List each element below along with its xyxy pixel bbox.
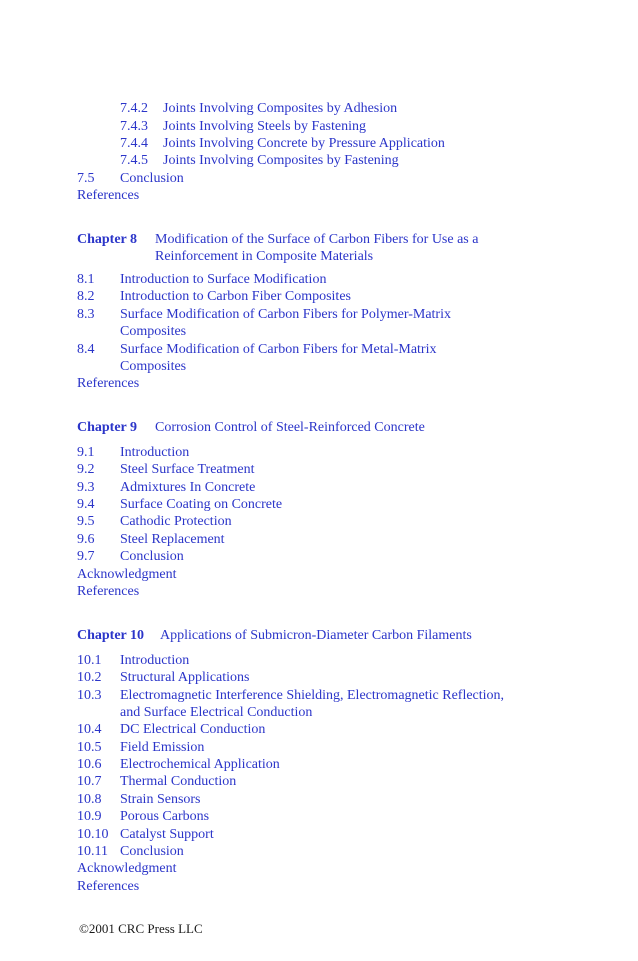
chapter-label: Chapter 10	[77, 628, 145, 643]
section-number: 10.5	[77, 740, 102, 755]
section-number: 7.4.5	[120, 153, 148, 168]
section-number: 9.2	[77, 462, 95, 477]
section-title-cont: Composites	[120, 359, 187, 374]
section-number: 8.3	[77, 307, 95, 322]
acknowledgment-link: Acknowledgment	[77, 567, 177, 582]
section-title: Conclusion	[120, 844, 184, 859]
toc-entry-10-6[interactable]	[0, 756, 638, 773]
chapter-8-heading[interactable]	[0, 231, 638, 248]
section-number: 7.4.3	[120, 119, 148, 134]
toc-entry-10-1[interactable]	[0, 652, 638, 669]
section-number: 10.9	[77, 809, 102, 824]
section-title: Structural Applications	[120, 670, 250, 685]
section-number: 9.5	[77, 514, 95, 529]
toc-entry-10-4[interactable]	[0, 721, 638, 738]
section-title: Introduction	[120, 653, 190, 668]
section-number: 10.2	[77, 670, 102, 685]
section-number: 9.1	[77, 445, 95, 460]
toc-entry-9-2[interactable]	[0, 461, 638, 478]
toc-entry-10-5[interactable]	[0, 739, 638, 756]
section-title: Catalyst Support	[120, 827, 214, 842]
toc-entry-9-4[interactable]	[0, 496, 638, 513]
toc-entry-10-7[interactable]	[0, 773, 638, 790]
toc-entry-8-3[interactable]	[0, 306, 638, 323]
section-title: DC Electrical Conduction	[120, 722, 266, 737]
section-title: Introduction to Surface Modification	[120, 272, 327, 287]
section-title-cont: and Surface Electrical Conduction	[120, 705, 313, 720]
section-title: Steel Surface Treatment	[120, 462, 255, 477]
chapter-10-heading[interactable]	[0, 627, 638, 644]
section-number: 10.6	[77, 757, 102, 772]
toc-entry-10-3[interactable]	[0, 687, 638, 704]
toc-entry-10-10[interactable]	[0, 826, 638, 843]
references-link: References	[77, 879, 140, 894]
section-number: 10.4	[77, 722, 102, 737]
toc-entry-references-ch10[interactable]	[0, 878, 638, 895]
toc-entry-7-4-2[interactable]	[0, 100, 638, 117]
section-title: Joints Involving Steels by Fastening	[163, 119, 366, 134]
section-title: Electromagnetic Interference Shielding, Electromagnetic Reflection,	[120, 688, 505, 703]
toc-entry-9-5[interactable]	[0, 513, 638, 530]
section-title: Conclusion	[120, 549, 184, 564]
toc-entry-10-2[interactable]	[0, 669, 638, 686]
chapter-9-heading[interactable]	[0, 419, 638, 436]
toc-entry-10-8[interactable]	[0, 791, 638, 808]
section-number: 9.7	[77, 549, 95, 564]
references-link: References	[77, 584, 140, 599]
section-title: Thermal Conduction	[120, 774, 237, 789]
section-title: Joints Involving Composites by Fastening	[163, 153, 399, 168]
section-number: 7.4.4	[120, 136, 148, 151]
section-number: 10.7	[77, 774, 102, 789]
section-number: 10.10	[77, 827, 109, 842]
chapter-label: Chapter 9	[77, 420, 138, 435]
chapter-title: Applications of Submicron-Diameter Carbon Filaments	[160, 628, 472, 643]
section-number: 9.3	[77, 480, 95, 495]
copyright-footer: ©2001 CRC Press LLC	[79, 921, 203, 936]
chapter-title-cont: Reinforcement in Composite Materials	[155, 249, 374, 264]
section-number: 8.4	[77, 342, 95, 357]
section-title: Admixtures In Concrete	[120, 480, 256, 495]
section-number: 9.6	[77, 532, 95, 547]
toc-entry-references-ch7[interactable]	[0, 187, 638, 204]
toc-entry-9-3[interactable]	[0, 479, 638, 496]
section-number: 8.1	[77, 272, 95, 287]
section-title: Porous Carbons	[120, 809, 210, 824]
toc-entry-10-9[interactable]	[0, 808, 638, 825]
toc-entry-8-1[interactable]	[0, 271, 638, 288]
chapter-label: Chapter 8	[77, 232, 138, 247]
section-title: Introduction to Carbon Fiber Composites	[120, 289, 351, 304]
toc-entry-8-4[interactable]	[0, 341, 638, 358]
references-link: References	[77, 188, 140, 203]
toc-entry-7-5[interactable]	[0, 170, 638, 187]
section-title: Electrochemical Application	[120, 757, 280, 772]
toc-entry-7-4-5[interactable]	[0, 152, 638, 169]
toc-entry-7-4-4[interactable]	[0, 135, 638, 152]
toc-entry-10-11[interactable]	[0, 843, 638, 860]
toc-entry-9-1[interactable]	[0, 444, 638, 461]
section-number: 9.4	[77, 497, 95, 512]
toc-entry-references-ch8[interactable]	[0, 375, 638, 392]
toc-entry-references-ch9[interactable]	[0, 583, 638, 600]
section-number: 10.1	[77, 653, 102, 668]
section-title: Conclusion	[120, 171, 184, 186]
toc-entry-10-3-cont[interactable]	[0, 704, 638, 721]
section-number: 8.2	[77, 289, 95, 304]
section-title: Surface Coating on Concrete	[120, 497, 283, 512]
section-number: 10.11	[77, 844, 108, 859]
toc-entry-acknowledgment-ch9[interactable]	[0, 566, 638, 583]
section-title: Surface Modification of Carbon Fibers for Polymer-Matrix	[120, 307, 451, 322]
section-number: 7.4.2	[120, 101, 148, 116]
chapter-title: Corrosion Control of Steel-Reinforced Concrete	[155, 420, 425, 435]
section-title: Surface Modification of Carbon Fibers for Metal-Matrix	[120, 342, 437, 357]
toc-entry-7-4-3[interactable]	[0, 118, 638, 135]
section-title: Field Emission	[120, 740, 205, 755]
toc-entry-8-4-cont[interactable]	[0, 358, 638, 375]
section-title: Introduction	[120, 445, 190, 460]
chapter-title: Modification of the Surface of Carbon Fibers for Use as a	[155, 232, 479, 247]
acknowledgment-link: Acknowledgment	[77, 861, 177, 876]
toc-entry-9-7[interactable]	[0, 548, 638, 565]
section-number: 7.5	[77, 171, 95, 186]
toc-entry-acknowledgment-ch10[interactable]	[0, 860, 638, 877]
references-link: References	[77, 376, 140, 391]
toc-entry-9-6[interactable]	[0, 531, 638, 548]
section-number: 10.3	[77, 688, 102, 703]
chapter-8-heading-cont[interactable]	[0, 248, 638, 265]
section-title: Joints Involving Composites by Adhesion	[163, 101, 398, 116]
section-title-cont: Composites	[120, 324, 187, 339]
section-title: Cathodic Protection	[120, 514, 232, 529]
section-title: Joints Involving Concrete by Pressure Application	[163, 136, 445, 151]
section-title: Strain Sensors	[120, 792, 201, 807]
section-number: 10.8	[77, 792, 102, 807]
toc-entry-8-2[interactable]	[0, 288, 638, 305]
section-title: Steel Replacement	[120, 532, 225, 547]
toc-entry-8-3-cont[interactable]	[0, 323, 638, 340]
